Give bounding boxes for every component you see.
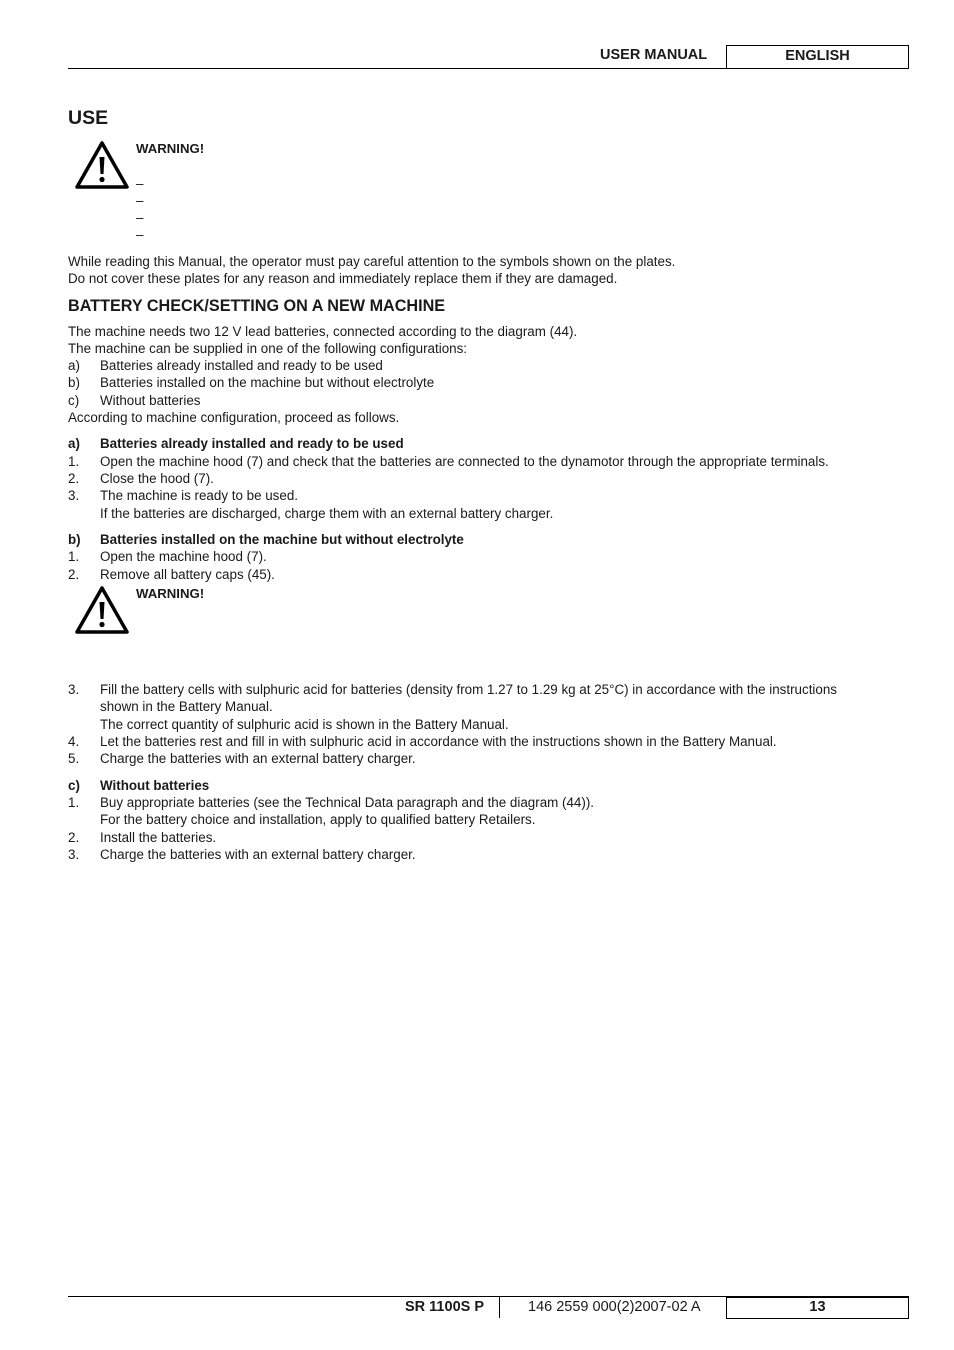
config-text: Batteries installed on the machine but without electrolyte <box>100 375 435 390</box>
header-manual-label: USER MANUAL <box>600 47 708 63</box>
step-mark: 2. <box>68 567 80 582</box>
warning-dash: – <box>136 227 144 242</box>
part-a-mark: a) <box>68 436 80 451</box>
step-text: Open the machine hood (7). <box>100 549 267 564</box>
step-mark: 3. <box>68 682 80 697</box>
config-text: Batteries already installed and ready to be used <box>100 358 383 373</box>
step-text: Let the batteries rest and fill in with sulphuric acid in accordance with the instructions shown in the Battery Manual. <box>100 734 777 749</box>
part-a-title: Batteries already installed and ready to be used <box>100 436 404 451</box>
step-text: The machine is ready to be used. <box>100 488 298 503</box>
body-line: The machine needs two 12 V lead batteries, connected according to the diagram (44). <box>68 324 578 339</box>
step-text: Install the batteries. <box>100 830 217 845</box>
step-text: Charge the batteries with an external battery charger. <box>100 847 416 862</box>
warning-label: WARNING! <box>136 586 205 601</box>
footer-doc-code: 146 2559 000(2)2007-02 A <box>528 1299 701 1315</box>
footer-divider <box>499 1296 500 1318</box>
step-text: Charge the batteries with an external battery charger. <box>100 751 416 766</box>
warning-triangle-icon <box>74 585 130 635</box>
step-mark: 4. <box>68 734 80 749</box>
config-text: Without batteries <box>100 393 201 408</box>
step-mark: 1. <box>68 795 80 810</box>
config-mark: c) <box>68 393 80 408</box>
page-title: USE <box>68 107 109 129</box>
config-mark: a) <box>68 358 80 373</box>
part-c-mark: c) <box>68 778 80 793</box>
step-text: Fill the battery cells with sulphuric acid for batteries (density from 1.27 to 1.29 kg at 25°C) in accordance with the instructions <box>100 682 837 697</box>
step-text: Remove all battery caps (45). <box>100 567 275 582</box>
header-language-box: ENGLISH <box>726 45 909 69</box>
body-line: The machine can be supplied in one of the following configurations: <box>68 341 467 356</box>
step-text: If the batteries are discharged, charge them with an external battery charger. <box>100 506 554 521</box>
section-subheading: BATTERY CHECK/SETTING ON A NEW MACHINE <box>68 297 446 315</box>
step-mark: 3. <box>68 488 80 503</box>
footer-model: SR 1100S P <box>405 1299 484 1315</box>
part-b-title: Batteries installed on the machine but without electrolyte <box>100 532 464 547</box>
step-text: shown in the Battery Manual. <box>100 699 273 714</box>
header-rule <box>68 68 909 69</box>
step-mark: 1. <box>68 549 80 564</box>
footer-page-box: 13 <box>726 1297 909 1319</box>
step-text: Buy appropriate batteries (see the Technical Data paragraph and the diagram (44)). <box>100 795 595 810</box>
part-b-mark: b) <box>68 532 81 547</box>
step-text: For the battery choice and installation, apply to qualified battery Retailers. <box>100 812 536 827</box>
warning-triangle-icon <box>74 140 130 190</box>
step-text: Close the hood (7). <box>100 471 214 486</box>
intro-line: Do not cover these plates for any reason and immediately replace them if they are damaged. <box>68 271 618 286</box>
step-mark: 3. <box>68 847 80 862</box>
step-text: The correct quantity of sulphuric acid is shown in the Battery Manual. <box>100 717 509 732</box>
body-line: According to machine configuration, proceed as follows. <box>68 410 400 425</box>
warning-dash: – <box>136 210 144 225</box>
step-mark: 2. <box>68 830 80 845</box>
config-mark: b) <box>68 375 80 390</box>
warning-label: WARNING! <box>136 141 205 156</box>
step-text: Open the machine hood (7) and check that the batteries are connected to the dynamotor through the appropriate terminals. <box>100 454 829 469</box>
step-mark: 5. <box>68 751 80 766</box>
intro-line: While reading this Manual, the operator must pay careful attention to the symbols shown on the plates. <box>68 254 676 269</box>
step-mark: 1. <box>68 454 80 469</box>
step-mark: 2. <box>68 471 80 486</box>
warning-dash: – <box>136 193 144 208</box>
warning-dash: – <box>136 176 144 191</box>
part-c-title: Without batteries <box>100 778 210 793</box>
